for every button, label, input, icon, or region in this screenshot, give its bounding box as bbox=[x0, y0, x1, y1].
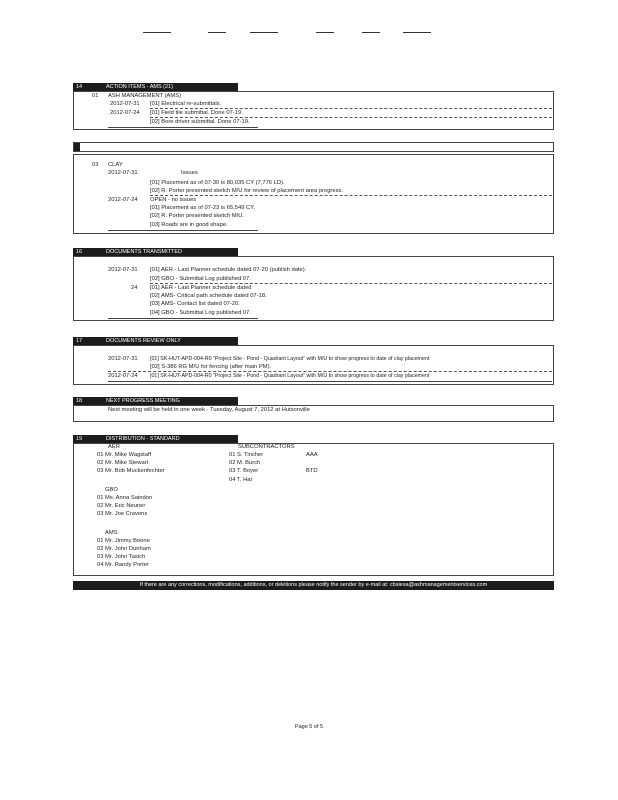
subcontractor-name: 03 T. Boyer bbox=[229, 468, 259, 474]
header-line bbox=[362, 32, 380, 33]
entry-text: [01] SK-HUT-APD-004-R0 "Project Site - Pond - Quadrant Layout" with M/U to show progress to date of clay placement bbox=[150, 356, 430, 362]
entry-text: [01] Field tile submittal. Done 07-19. bbox=[150, 110, 243, 116]
subcontractors-heading: SUBCONTRACTORS bbox=[238, 444, 295, 450]
header-line bbox=[316, 32, 334, 33]
section-title: DISTRIBUTION - STANDARD bbox=[106, 436, 180, 442]
subcontractor-name: 02 M. Burch bbox=[229, 460, 261, 466]
entry-date: 2012-07-31 bbox=[108, 356, 138, 362]
section-15-box bbox=[73, 142, 554, 152]
item-number: 03 bbox=[92, 162, 99, 168]
distribution-name: 03 Mr. John Tasich bbox=[97, 554, 146, 560]
entry-text: [02] R. Porter presented sketch M/U for review of placement area progress. bbox=[150, 188, 343, 194]
entry-text: [01] Placement as of 07-30 is 80,035 CY (7,776 LD). bbox=[150, 180, 285, 186]
distribution-name: 01 Ms. Anna Saindon bbox=[97, 495, 153, 501]
section-16-header bbox=[73, 248, 238, 256]
entry-text: [02] S-386 RG M/U for fencing (after main PM). bbox=[150, 364, 272, 370]
divider bbox=[108, 371, 552, 372]
entry-text: [02] R. Porter presented sketch M/U. bbox=[150, 213, 245, 219]
item-title: ASH MANAGEMENT (AMS) bbox=[108, 93, 182, 99]
divider bbox=[150, 117, 552, 118]
entry-text: [02] Bore driver submittal. Done 07-19. bbox=[150, 119, 250, 125]
divider bbox=[108, 127, 258, 128]
section-14-header bbox=[73, 83, 238, 91]
page-number: Page 5 of 5 bbox=[294, 724, 324, 730]
entry-text: [03] Roads are in good shape. bbox=[150, 222, 228, 228]
entry-date: 24 bbox=[131, 285, 138, 291]
aer-heading: AER bbox=[108, 444, 120, 450]
entry-text: [02] GBO - Submittal Log published 07. bbox=[150, 276, 251, 282]
distribution-name: 02 Mr. Mike Stewart bbox=[97, 460, 149, 466]
distribution-name: 01 Mr. Mike Wagstaff bbox=[97, 452, 152, 458]
header-line bbox=[403, 32, 431, 33]
subcontractor-name: 01 S. Tincher bbox=[229, 452, 264, 458]
divider bbox=[108, 381, 552, 382]
entry-text: [01] AER - Last Planner schedule dated bbox=[150, 285, 252, 291]
header-line bbox=[250, 32, 278, 33]
distribution-name: 02 Mr. Eric Neuner bbox=[97, 503, 146, 509]
entry-text: [03] AMS- Contact list dated 07-20. bbox=[150, 301, 240, 307]
divider bbox=[108, 230, 258, 231]
ams-heading: AMS bbox=[105, 530, 118, 536]
entry-date: 2012-07-24 bbox=[108, 197, 138, 203]
entry-text: [01] Placement as of 07-23 is 65,549 CY. bbox=[150, 205, 255, 211]
section-16-box bbox=[73, 256, 554, 321]
entry-date: 2012-07-24 bbox=[108, 373, 138, 379]
entry-text: [01] Electrical re-submittals. bbox=[150, 101, 222, 107]
entry-text: [01] AER - Last Planner schedule dated 07-20 (publish date). bbox=[150, 267, 307, 273]
distribution-name: 02 Mr. John Dunham bbox=[97, 546, 151, 552]
distribution-name: 03 Mr. Joe Cravens bbox=[97, 511, 148, 517]
entry-date: 2012-07-24 bbox=[110, 110, 140, 116]
entry-text: [02] AMS- Critical path schedule dated 07-18. bbox=[150, 293, 267, 299]
subcontractor-name: 04 T. Har bbox=[229, 477, 253, 483]
section-number: 18 bbox=[76, 398, 83, 404]
header-line bbox=[208, 32, 226, 33]
section-title: ACTION ITEMS - AMS (21) bbox=[106, 84, 173, 90]
section-number: 17 bbox=[76, 338, 83, 344]
entry-date: 2012-07-31 bbox=[108, 267, 138, 273]
section-title: NEXT PROGRESS MEETING bbox=[106, 398, 180, 404]
entry-date: 2012-07-31 bbox=[110, 101, 140, 107]
entry-text: [01] SK-HUT-APD-004-R0 "Project Site - Pond - Quadrant Layout" with M/U to show progress to date of clay placement bbox=[150, 373, 430, 379]
divider bbox=[150, 108, 552, 109]
section-title: DOCUMENTS TRANSMITTED bbox=[106, 249, 182, 255]
section-number: 16 bbox=[76, 249, 83, 255]
section-number: 14 bbox=[76, 84, 83, 90]
section-17-header bbox=[73, 337, 238, 345]
divider bbox=[150, 283, 552, 284]
entry-text: Issues bbox=[181, 170, 198, 176]
entry-text: [04] GBO - Submittal Log published 07. bbox=[150, 310, 251, 316]
gbo-heading: GBO bbox=[105, 487, 118, 493]
distribution-name: 04 Mr. Randy Porter bbox=[97, 562, 149, 568]
header-line bbox=[143, 32, 171, 33]
subcontractor-code: AAA bbox=[306, 452, 318, 458]
item-title: CLAY bbox=[108, 162, 123, 168]
section-number: 19 bbox=[76, 436, 83, 442]
section-18-header bbox=[73, 397, 238, 405]
divider bbox=[150, 195, 552, 196]
distribution-name: 03 Mr. Bob Muckenfechter bbox=[97, 468, 165, 474]
distribution-name: 01 Mr. Jimmy Boone bbox=[97, 538, 150, 544]
item-number: 01 bbox=[92, 93, 99, 99]
entry-date: 2012-07-31 bbox=[108, 170, 138, 176]
footer-notice: If there are any corrections, modifications, additions, or deletions please notify the sender by e-mail at: cbsiesa@ashmanagementservices.com bbox=[73, 581, 554, 590]
section-19-header bbox=[73, 435, 238, 443]
subcontractor-code: BTD bbox=[306, 468, 318, 474]
section-title: DOCUMENTS REVIEW ONLY bbox=[106, 338, 181, 344]
entry-text: OPEN - no issues bbox=[150, 197, 197, 203]
next-meeting-text: Next meeting will be held in one week - Tuesday, August 7, 2012 at Hutsonville bbox=[108, 407, 310, 413]
divider bbox=[108, 318, 258, 319]
